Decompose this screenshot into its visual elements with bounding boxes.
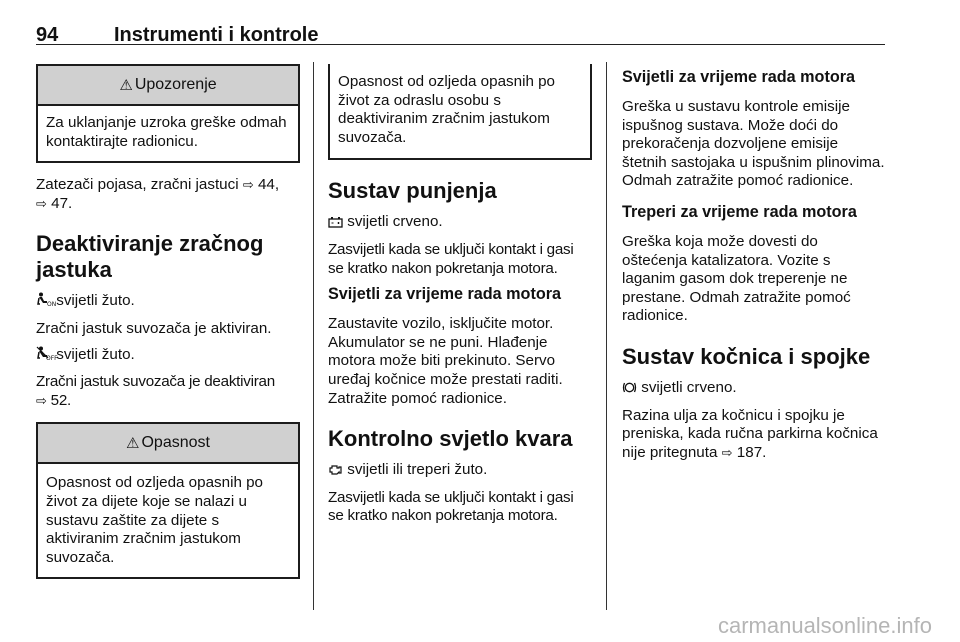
warning-triangle-icon: ⚠ [119,77,133,94]
malfunction-status: svijetli ili treperi žuto. [347,461,488,479]
airbag-on-line [36,292,300,313]
brake-text: Razina ulja za kočnicu i spojku je preniska, kada ručna parkirna kočnica nije pritegnuta [622,406,878,461]
charging-status-line [328,213,592,234]
danger-text: Opasnost od ozljeda opasnih po život za dijete koje se nalazi u sustavu zaštite za dijete s aktiviranim zračnim jastukom suvozača. [46,474,264,566]
belts-text: Zatezači pojasa, zračni jastuci [36,176,239,194]
column-rule-right [606,62,607,610]
running-title: Instrumenti i kontrole [114,24,319,46]
airbag-on-status: svijetli žuto. [56,292,135,310]
warning-box [36,64,300,163]
airbag-on-icon [36,292,57,313]
page-ref-arrow-icon: ⇨ [36,392,47,408]
charging-subheading-text: Zaustavite vozilo, isključite motor. Akumulator se ne puni. Hlađenje motora može biti prekinuto. Servo uređaj kočnice može prestati raditi. Zatražite pomoć radionice. [328,315,563,407]
svg-text:ON: ON [47,301,57,309]
column-2 [328,64,592,533]
belts-ref-2: 47. [51,194,73,212]
warning-text: Za uklanjanje uzroka greške odmah kontaktirajte radionicu. [46,114,287,150]
danger-continued-text: Opasnost od ozljeda opasnih po život za odraslu osobu s deaktiviranim zračnim jastukom suvozača. [338,73,556,146]
running-on-subheading: Svijetli za vrijeme rada motora [622,68,856,86]
charging-system-heading: Sustav punjenja [328,178,497,204]
belts-paragraph [36,176,300,213]
page-ref-arrow-icon: ⇨ [36,195,47,211]
warning-title: Upozorenje [134,76,217,93]
brake-ref: 187. [736,443,767,461]
belts-ref-1: 44, [257,176,280,194]
engine-icon [328,463,343,482]
page-number: 94 [36,24,59,46]
brake-status-line [622,379,886,400]
page-header [36,14,885,45]
warning-box-body [38,106,298,161]
charging-subheading: Svijetli za vrijeme rada motora [328,285,562,304]
danger-title: Opasnost [141,434,210,452]
running-on-text: Greška u sustavu kontrole emisije ispušnog sustava. Može doći do prekoračenja dozvoljene emisije štetnih sastojaka u ispušnim plinovima. Odmah zatražite pomoć radionice. [622,98,885,190]
airbag-off-line [36,346,300,367]
warning-box-header [38,64,298,106]
warning-triangle-icon: ⚠ [126,435,140,453]
page-ref-arrow-icon: ⇨ [721,444,733,460]
airbag-off-paragraph [36,373,300,410]
airbag-off-icon [36,346,58,367]
malfunction-text: Zasvijetli kada se uključi kontakt i gasi se kratko nakon pokretanja motora. [328,488,574,525]
battery-icon [328,215,343,234]
malfunction-status-line [328,461,592,482]
brake-warning-icon [622,381,637,400]
charging-text: Zasvijetli kada se uključi kontakt i gasi se kratko nakon pokretanja motora. [328,240,574,277]
column-3 [622,64,886,469]
airbag-off-ref: 52. [50,391,72,409]
airbag-deactivation-heading: Deaktiviranje zračnog jastuka [36,231,264,283]
column-rule-left [313,62,314,610]
airbag-off-text: Zračni jastuk suvozača je deaktiviran [36,373,275,391]
danger-box-continued [328,64,592,160]
danger-box-header [38,422,298,464]
brake-clutch-heading: Sustav kočnica i spojke [622,343,871,369]
flashing-text: Greška koja može dovesti do oštećenja katalizatora. Vozite s laganim gasom dok treperenje ne prestane. Odmah zatražite pomoć radionice. [622,232,851,325]
malfunction-light-heading: Kontrolno svjetlo kvara [328,426,573,452]
charging-status: svijetli crveno. [347,213,443,231]
brake-paragraph [622,407,886,463]
column-1 [36,64,300,579]
airbag-off-status: svijetli žuto. [56,345,135,363]
danger-box [36,422,300,579]
airbag-on-text: Zračni jastuk suvozača je aktiviran. [36,319,272,337]
watermark: carmanualsonline.info [717,613,932,638]
danger-box-body [38,464,298,577]
page-ref-arrow-icon: ⇨ [242,177,254,193]
flashing-subheading: Treperi za vrijeme rada motora [622,202,857,221]
svg-text:OFF: OFF [46,354,58,362]
brake-status: svijetli crveno. [641,378,737,396]
